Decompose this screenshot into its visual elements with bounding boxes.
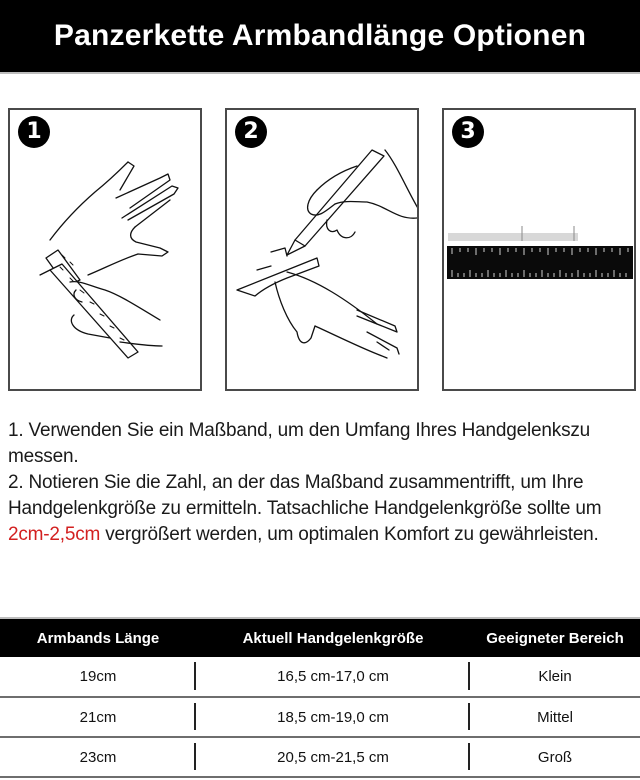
instruction-step-2-text-b: vergrößert werden, um optimalen Komfort zu gewährleisten. <box>100 524 599 545</box>
table-row <box>0 697 640 737</box>
size-table <box>0 617 640 778</box>
page-title: Panzerkette Armbandlänge Optionen <box>53 19 587 52</box>
cell-suitable-range: Mittel <box>470 697 640 737</box>
instruction-step-1: 1. Verwenden Sie ein Maßband, um den Umfang Ihres Handgelenkszu messen. <box>8 420 591 467</box>
cell-wrist-size: 18,5 cm-19,0 cm <box>196 697 470 737</box>
step-2-panel <box>225 108 419 391</box>
hand-measuring-wrist-with-tape-icon <box>10 110 202 391</box>
header-wrist-size: Aktuell Handgelenkgröße <box>196 618 470 657</box>
cell-suitable-range: Groß <box>470 737 640 777</box>
step-1-panel <box>8 108 202 391</box>
table-header-row <box>0 618 640 657</box>
ruler-with-paper-strip-icon <box>444 110 636 391</box>
header-bracelet-length: Armbands Länge <box>0 618 196 657</box>
step-3-panel <box>442 108 636 391</box>
instruction-step-2 <box>8 470 638 548</box>
cell-wrist-size: 16,5 cm-17,0 cm <box>196 657 470 697</box>
cell-bracelet-length: 19cm <box>0 657 196 697</box>
step-number-badge: 3 <box>452 116 484 148</box>
table-row <box>0 657 640 697</box>
instructions-text <box>8 418 638 548</box>
table-row <box>0 737 640 777</box>
header-suitable-range: Geeigneter Bereich <box>470 618 640 657</box>
cell-bracelet-length: 23cm <box>0 737 196 777</box>
cell-wrist-size: 20,5 cm-21,5 cm <box>196 737 470 777</box>
cell-suitable-range: Klein <box>470 657 640 697</box>
title-bar <box>0 0 640 74</box>
step-number-badge: 1 <box>18 116 50 148</box>
step-number-badge: 2 <box>235 116 267 148</box>
hand-marking-paper-strip-with-pen-icon <box>227 110 419 391</box>
instruction-step-2-text-a: 2. Notieren Sie die Zahl, an der das Maßband zusammentrifft, um Ihre Handgelenkgröße zu ermitteln. Tatsachliche Handgelenkgröße sollte um <box>8 472 602 519</box>
size-increase-highlight: 2cm-2,5cm <box>8 524 101 545</box>
cell-bracelet-length: 21cm <box>0 697 196 737</box>
